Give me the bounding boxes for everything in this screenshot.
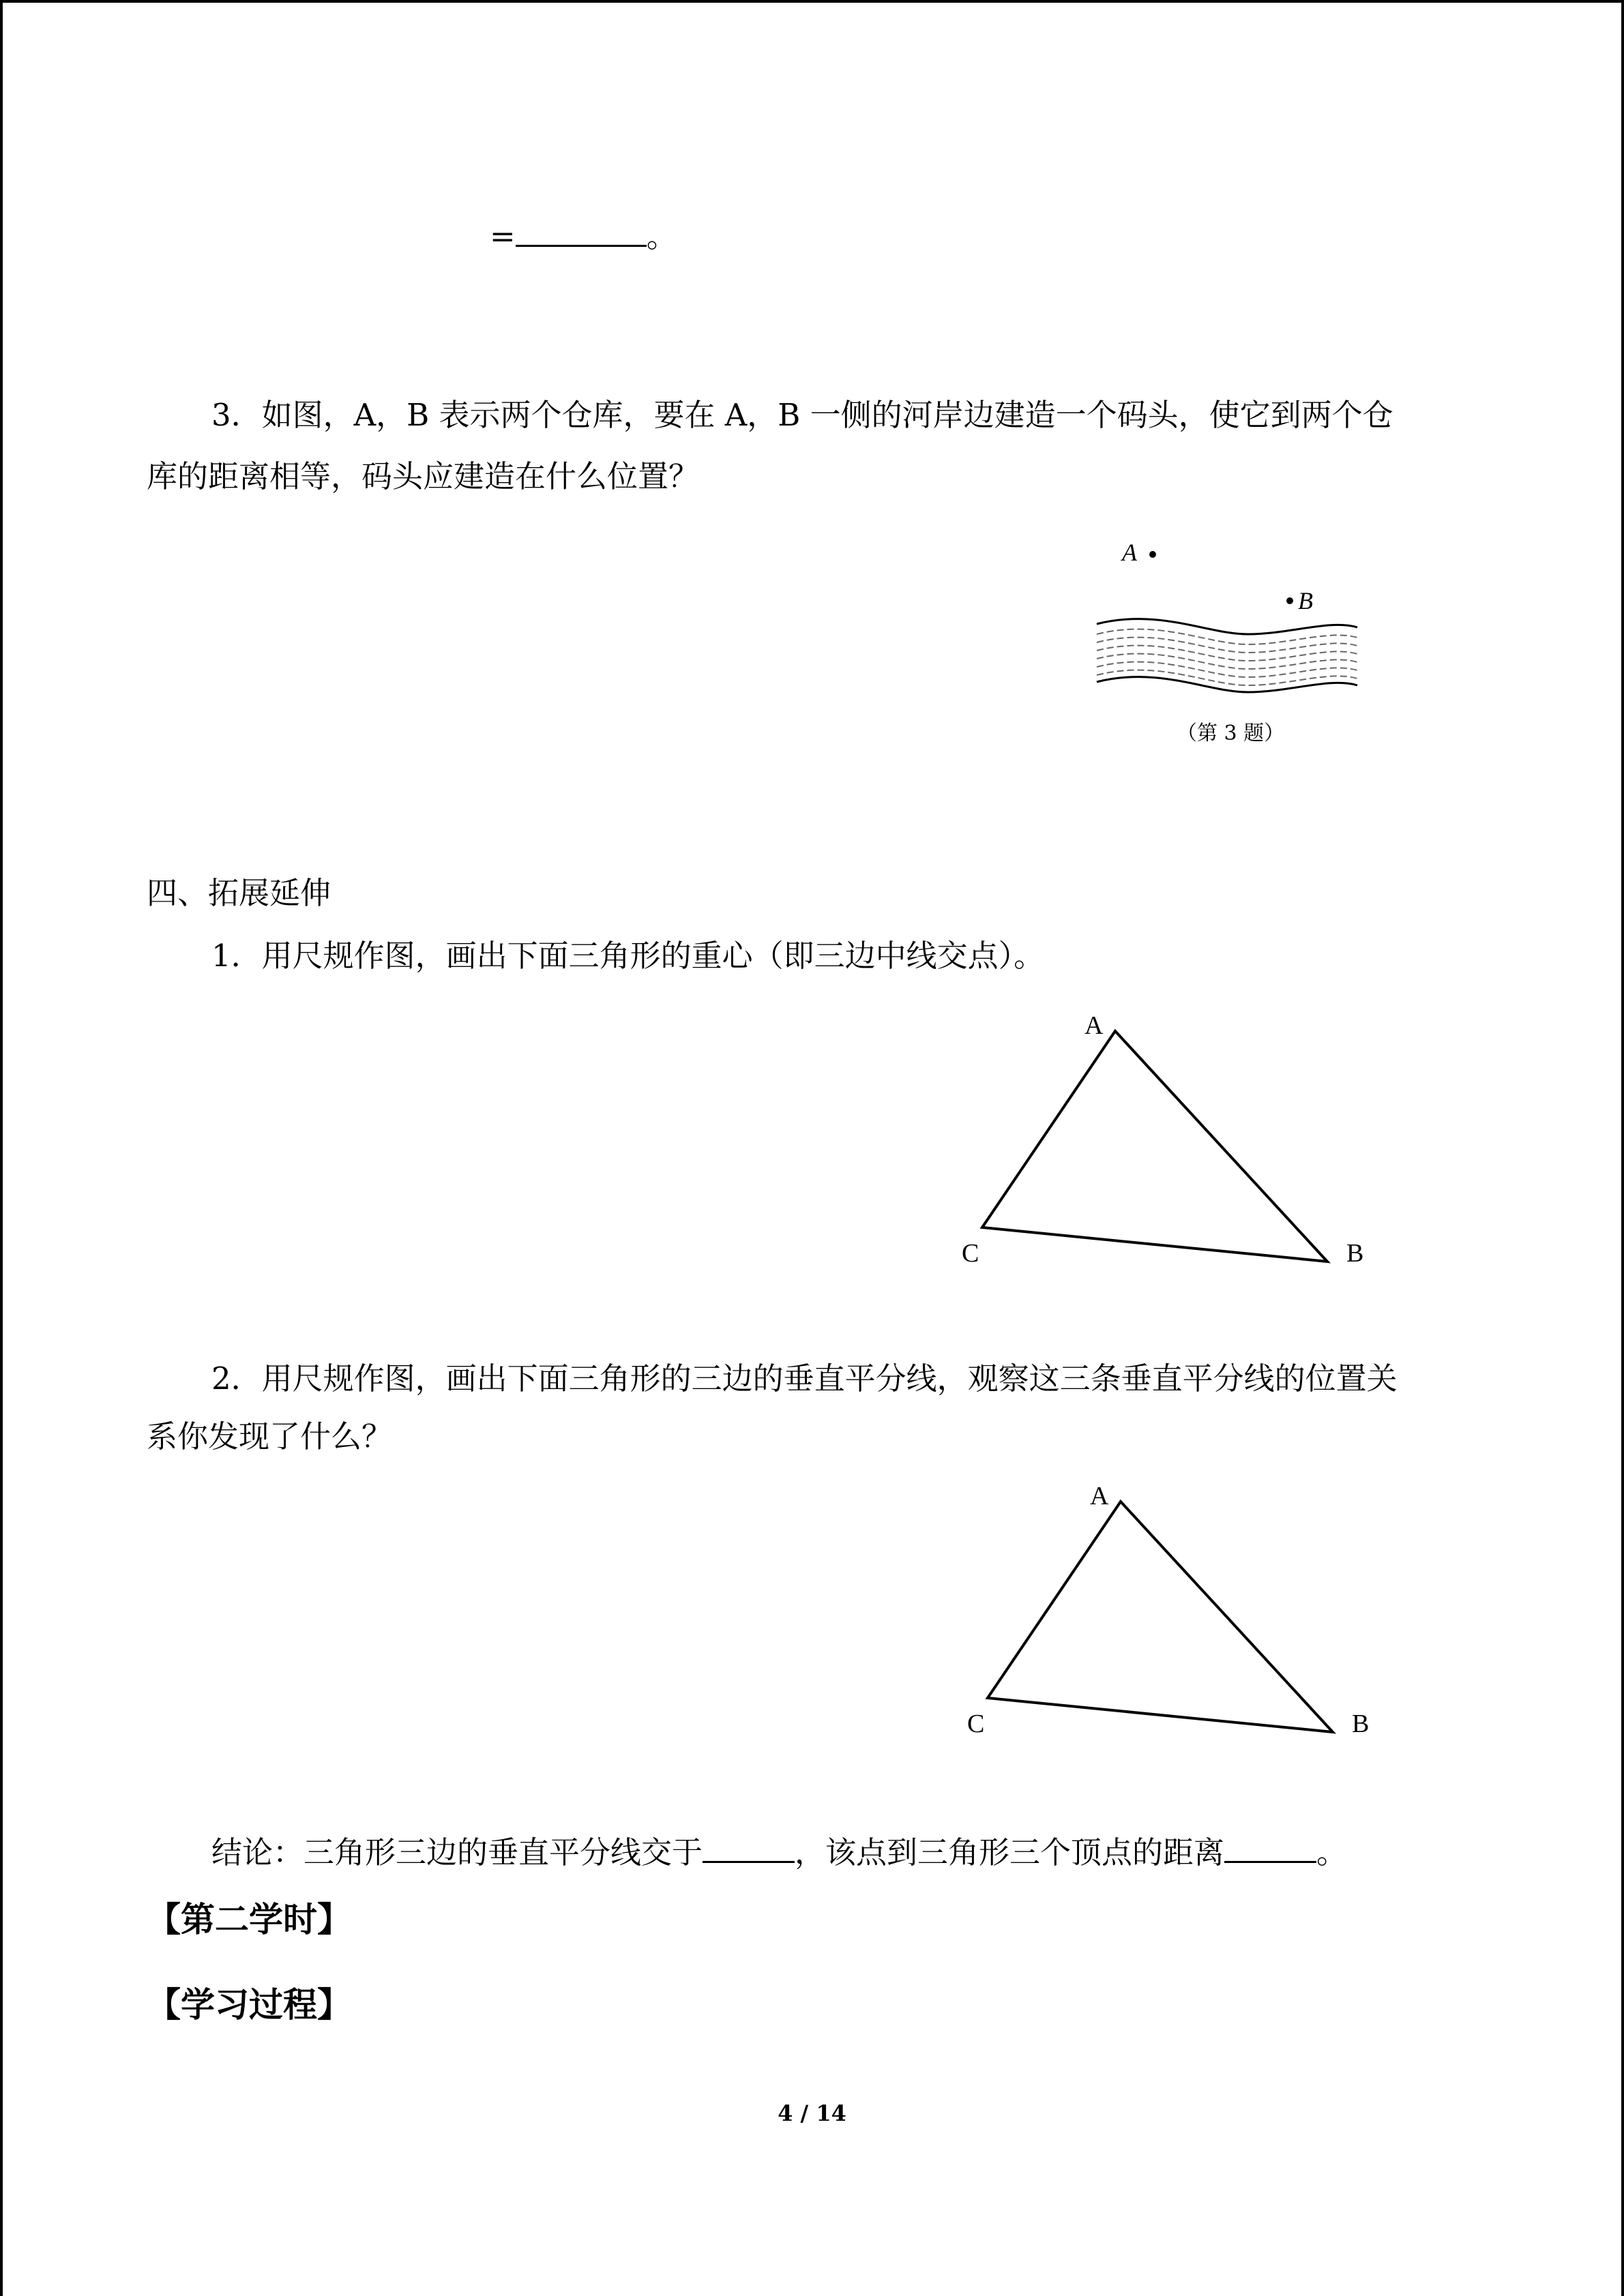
section4-q2-line2: 系你发现了什么？ xyxy=(147,1418,393,1455)
triangle-2 xyxy=(988,1502,1333,1732)
q3-line2: 库的距离相等，码头应建造在什么位置？ xyxy=(147,458,700,494)
learning-process-heading: 【学习过程】 xyxy=(147,1984,351,2025)
triangle-1 xyxy=(982,1031,1327,1262)
section4-q1: 1．用尺规作图，画出下面三角形的重心（即三边中线交点）。 xyxy=(211,938,1045,974)
page-border-left xyxy=(0,0,3,2296)
page-border-right xyxy=(1621,0,1624,2296)
warehouse-b-label: B xyxy=(1298,587,1313,614)
section-heading: 四、拓展延伸 xyxy=(147,875,331,911)
answer-blank[interactable] xyxy=(516,218,647,247)
vertex-c-label: C xyxy=(967,1710,985,1738)
distance-blank[interactable] xyxy=(1224,1834,1316,1863)
intersection-blank[interactable] xyxy=(703,1834,795,1863)
second-period-heading: 【第二学时】 xyxy=(147,1899,351,1939)
triangle-figure-1 xyxy=(941,1009,1364,1282)
vertex-a-label: A xyxy=(1090,1482,1109,1510)
warehouse-a-label: A xyxy=(1122,539,1137,566)
vertex-a-label: A xyxy=(1084,1011,1104,1040)
section4-q2-line1: 2．用尺规作图，画出下面三角形的三边的垂直平分线，观察这三条垂直平分线的位置关 xyxy=(211,1360,1398,1397)
vertex-c-label: C xyxy=(962,1239,979,1268)
page-number: 4 / 14 xyxy=(778,2100,846,2126)
equals-answer-line: = 。 xyxy=(490,218,677,254)
river-bank-bottom xyxy=(1097,677,1357,692)
warehouse-b-point xyxy=(1286,597,1293,604)
figure-caption: （第 3 题） xyxy=(1177,721,1285,745)
vertex-b-label: B xyxy=(1352,1710,1370,1738)
page-border-top xyxy=(0,0,1624,3)
warehouse-a-point xyxy=(1149,551,1156,558)
vertex-b-label: B xyxy=(1346,1239,1364,1268)
q3-line1: 3．如图，A，B 表示两个仓库，要在 A，B 一侧的河岸边建造一个码头，使它到两个仓 xyxy=(211,397,1393,433)
river-figure xyxy=(1084,532,1371,757)
river-bank-top xyxy=(1097,619,1357,634)
triangle-figure-2 xyxy=(947,1480,1370,1753)
conclusion-line: 结论：三角形三边的垂直平分线交于 ，该点到三角形三个顶点的距离 。 xyxy=(211,1834,1348,1870)
